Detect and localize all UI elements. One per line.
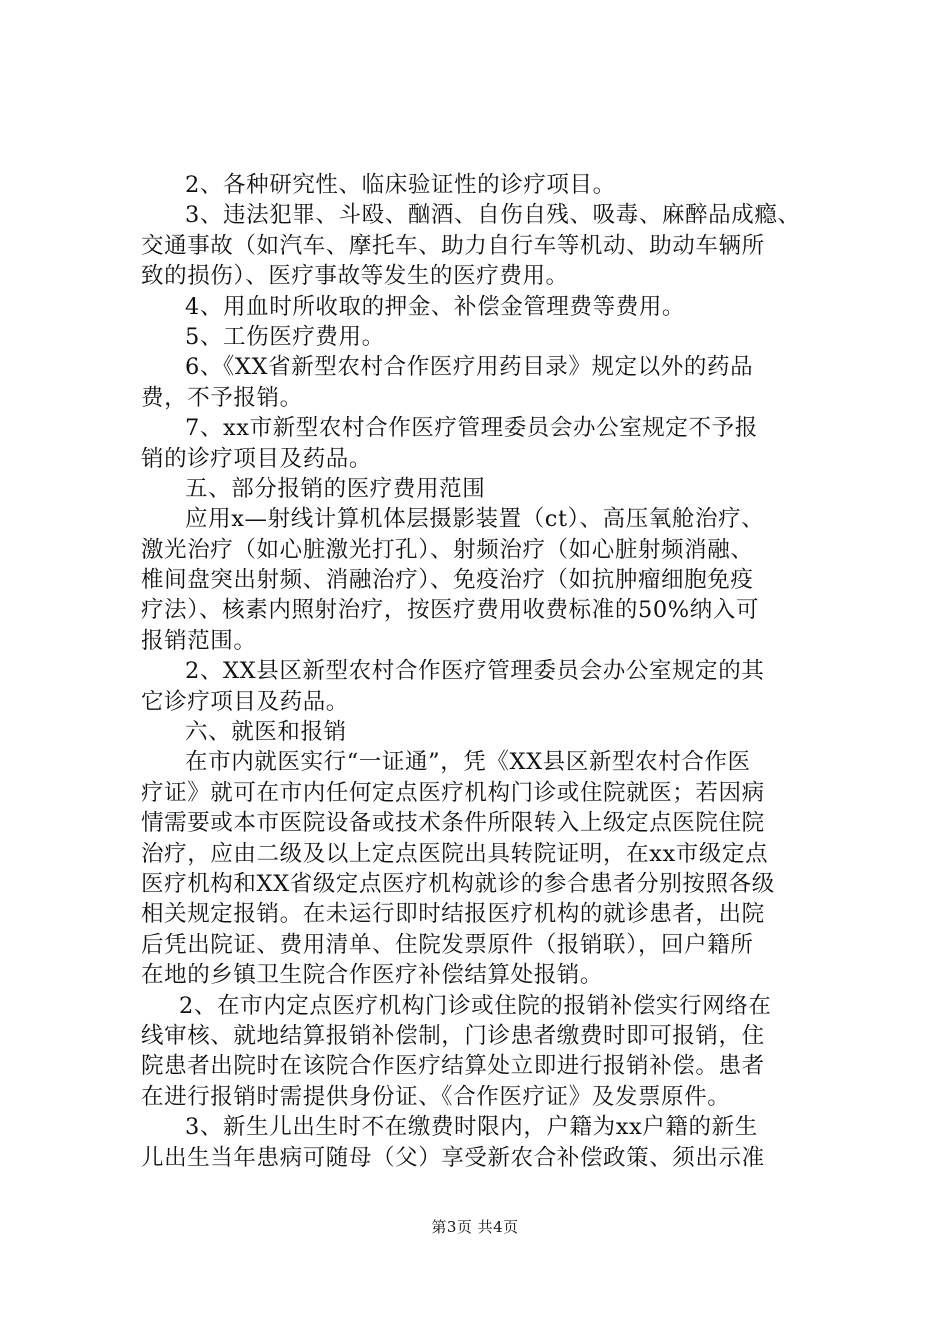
paragraph-line: 致的损伤）、医疗事故等发生的医疗费用。 (141, 263, 569, 290)
paragraph-line: 疗法）、核素内照射治疗，按医疗费用收费标准的50%纳入可 (141, 597, 760, 624)
paragraph-line: 7、xx市新型农村合作医疗管理委员会办公室规定不予报 (185, 415, 758, 442)
paragraph-line: 在进行报销时需提供身份证、《合作医疗证》及发票原件。 (141, 1083, 731, 1110)
page-number-footer: 第3页 共4页 (431, 1218, 519, 1236)
paragraph-line: 疗证》就可在市内任何定点医疗机构门诊或住院就医；若因病 (141, 779, 765, 806)
paragraph-line: 相关规定报销。在未运行即时结报医疗机构的就诊患者，出院 (141, 901, 765, 928)
paragraph-line: 报销范围。 (141, 627, 257, 654)
section-heading: 六、就医和报销 (185, 719, 347, 746)
paragraph-line: 5、工伤医疗费用。 (185, 323, 385, 350)
paragraph-line: 情需要或本市医院设备或技术条件所限转入上级定点医院住院 (141, 810, 765, 837)
document-body (141, 170, 841, 1173)
paragraph-line: 它诊疗项目及药品。 (141, 688, 349, 715)
paragraph-line: 治疗，应由二级及以上定点医院出具转院证明，在xx市级定点 (141, 840, 769, 867)
paragraph-line: 3、新生儿出生时不在缴费时限内，户籍为xx户籍的新生 (185, 1114, 758, 1141)
paragraph-line: 医疗机构和XX省级定点医疗机构就诊的参合患者分别按照各级 (141, 870, 775, 897)
paragraph-line: 销的诊疗项目及药品。 (141, 445, 373, 472)
paragraph-line: 椎间盘突出射频、消融治疗）、免疫治疗（如抗肿瘤细胞免疫 (141, 567, 754, 594)
paragraph-line: 2、XX县区新型农村合作医疗管理委员会办公室规定的其 (185, 658, 765, 685)
paragraph-line: 在市内就医实行“一证通”，凭《XX县区新型农村合作医 (185, 749, 751, 776)
paragraph-line: 院患者出院时在该院合作医疗结算处立即进行报销补偿。患者 (141, 1053, 765, 1080)
paragraph-line: 2、在市内定点医疗机构门诊或住院的报销补偿实行网络在 (179, 992, 772, 1019)
paragraph-line: 交通事故（如汽车、摩托车、助力自行车等机动、助动车辆所 (141, 232, 765, 259)
paragraph-line: 应用x—射线计算机体层摄影装置（ct）、高压氧舱治疗、 (185, 506, 765, 533)
paragraph-line: 后凭出院证、费用清单、住院发票原件（报销联），回户籍所 (141, 931, 754, 958)
paragraph-line: 儿出生当年患病可随母（父）享受新农合补偿政策、须出示准 (141, 1144, 765, 1171)
paragraph-line: 激光治疗（如心脏激光打孔）、射频治疗（如心脏射频消融、 (141, 536, 754, 563)
paragraph-line: 线审核、就地结算报销补偿制，门诊患者缴费时即可报销，住 (141, 1022, 765, 1049)
paragraph-line: 6、《XX省新型农村合作医疗用药目录》规定以外的药品 (185, 354, 754, 381)
paragraph-line: 4、用血时所收取的押金、补偿金管理费等费用。 (185, 293, 686, 320)
section-heading: 五、部分报销的医疗费用范围 (185, 475, 486, 502)
paragraph-line: 3、违法犯罪、斗殴、酗酒、自伤自残、吸毒、麻醉品成瘾、 (185, 202, 801, 229)
paragraph-line: 费，不予报销。 (141, 384, 303, 411)
paragraph-line: 2、各种研究性、临床验证性的诊疗项目。 (185, 172, 616, 198)
paragraph-line: 在地的乡镇卫生院合作医疗补偿结算处报销。 (141, 962, 604, 989)
